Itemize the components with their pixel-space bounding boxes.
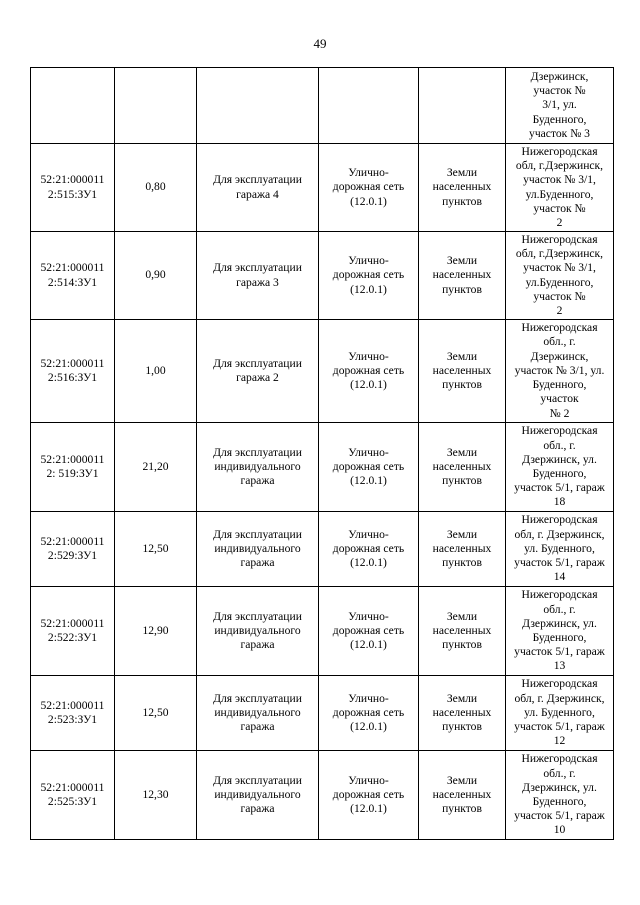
permitted-use-cell [197,68,319,144]
permitted-use-cell: Для эксплуатации индивидуального гаража [197,676,319,751]
territorial-zone-cell: Улично- дорожная сеть (12.0.1) [319,144,419,232]
table-row [31,676,614,751]
cadastral-number-cell: 52:21:000011 2:525:ЗУ1 [31,751,115,840]
permitted-use-cell: Для эксплуатации гаража 3 [197,232,319,320]
territorial-zone-cell: Улично- дорожная сеть (12.0.1) [319,676,419,751]
cadastral-number-cell: 52:21:000011 2: 519:ЗУ1 [31,423,115,512]
land-category-cell: Земли населенных пунктов [419,676,506,751]
table-row [31,320,614,423]
area-cell: 12,30 [115,751,197,840]
land-category-cell: Земли населенных пунктов [419,232,506,320]
permitted-use-cell: Для эксплуатации индивидуального гаража [197,423,319,512]
table-row [31,751,614,840]
address-cell: Нижегородская обл., г. Дзержинск, ул. Буденного, участок 5/1, гараж 18 [506,423,614,512]
land-category-cell [419,68,506,144]
territorial-zone-cell: Улично- дорожная сеть (12.0.1) [319,587,419,676]
land-category-cell: Земли населенных пунктов [419,144,506,232]
table-row [31,587,614,676]
table-row [31,232,614,320]
page-number: 49 [313,36,327,51]
address-cell: Нижегородская обл, г.Дзержинск, участок № 3/1, ул.Буденного, участок № 2 [506,144,614,232]
address-cell: Нижегородская обл, г. Дзержинск, ул. Буденного, участок 5/1, гараж 12 [506,676,614,751]
table-row [31,68,614,144]
permitted-use-cell: Для эксплуатации индивидуального гаража [197,587,319,676]
territorial-zone-cell [319,68,419,144]
cadastral-number-cell: 52:21:000011 2:516:ЗУ1 [31,320,115,423]
permitted-use-cell: Для эксплуатации индивидуального гаража [197,512,319,587]
table-row [31,423,614,512]
land-category-cell: Земли населенных пунктов [419,423,506,512]
address-cell: Нижегородская обл, г.Дзержинск, участок № 3/1, ул.Буденного, участок № 2 [506,232,614,320]
land-category-cell: Земли населенных пунктов [419,512,506,587]
area-cell: 12,50 [115,676,197,751]
area-cell: 12,90 [115,587,197,676]
address-cell: Дзержинск, участок № 3/1, ул. Буденного, участок № 3 [506,68,614,144]
address-cell: Нижегородская обл., г. Дзержинск, ул. Буденного, участок 5/1, гараж 13 [506,587,614,676]
land-parcels-table [30,67,614,840]
cadastral-number-cell: 52:21:000011 2:522:ЗУ1 [31,587,115,676]
area-cell [115,68,197,144]
cadastral-number-cell [31,68,115,144]
address-cell: Нижегородская обл, г. Дзержинск, ул. Буденного, участок 5/1, гараж 14 [506,512,614,587]
land-category-cell: Земли населенных пунктов [419,320,506,423]
area-cell: 21,20 [115,423,197,512]
address-cell: Нижегородская обл., г. Дзержинск, ул. Буденного, участок 5/1, гараж 10 [506,751,614,840]
land-category-cell: Земли населенных пунктов [419,587,506,676]
permitted-use-cell: Для эксплуатации гаража 2 [197,320,319,423]
territorial-zone-cell: Улично- дорожная сеть (12.0.1) [319,751,419,840]
table-body [31,68,614,840]
territorial-zone-cell: Улично- дорожная сеть (12.0.1) [319,320,419,423]
cadastral-number-cell: 52:21:000011 2:523:ЗУ1 [31,676,115,751]
table-row [31,144,614,232]
territorial-zone-cell: Улично- дорожная сеть (12.0.1) [319,512,419,587]
area-cell: 0,80 [115,144,197,232]
table-row [31,512,614,587]
cadastral-number-cell: 52:21:000011 2:529:ЗУ1 [31,512,115,587]
area-cell: 12,50 [115,512,197,587]
area-cell: 1,00 [115,320,197,423]
territorial-zone-cell: Улично- дорожная сеть (12.0.1) [319,232,419,320]
permitted-use-cell: Для эксплуатации индивидуального гаража [197,751,319,840]
permitted-use-cell: Для эксплуатации гаража 4 [197,144,319,232]
territorial-zone-cell: Улично- дорожная сеть (12.0.1) [319,423,419,512]
land-category-cell: Земли населенных пунктов [419,751,506,840]
cadastral-number-cell: 52:21:000011 2:515:ЗУ1 [31,144,115,232]
address-cell: Нижегородская обл., г. Дзержинск, участок № 3/1, ул. Буденного, участок № 2 [506,320,614,423]
cadastral-number-cell: 52:21:000011 2:514:ЗУ1 [31,232,115,320]
area-cell: 0,90 [115,232,197,320]
